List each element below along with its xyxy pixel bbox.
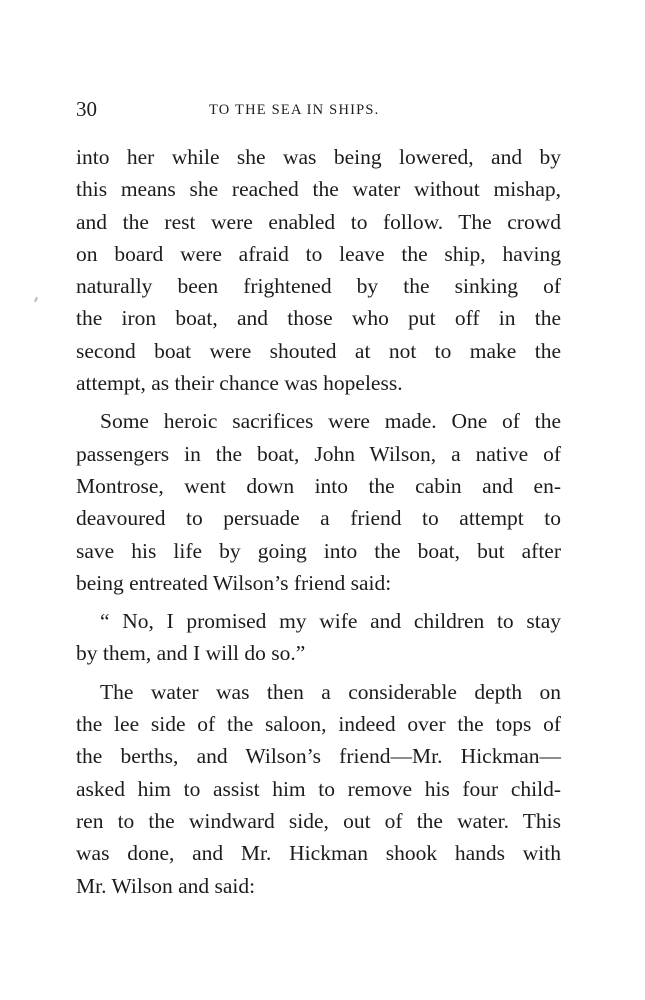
text-line: into her while she was being lowered, and by — [76, 145, 561, 169]
text-line: asked him to assist him to remove his four child- — [76, 776, 561, 801]
text-line: the lee side of the saloon, indeed over the tops of — [76, 712, 561, 737]
running-title: TO THE SEA IN SHIPS. — [209, 102, 380, 118]
text-line: was done, and Mr. Hickman shook hands with — [76, 841, 561, 866]
paragraph-1 — [76, 141, 561, 399]
text-line: Montrose, went down into the cabin and en- — [76, 473, 561, 498]
text-line: by them, and I will do so.” — [76, 641, 306, 666]
text-line: The water was then a considerable depth on — [100, 679, 561, 704]
text-line: being entreated Wilson’s friend said: — [76, 570, 392, 595]
page-number: 30 — [76, 97, 97, 121]
text-line: and the rest were enabled to follow. The crowd — [76, 209, 561, 234]
paragraph-3 — [76, 605, 561, 670]
body-text — [76, 141, 561, 902]
text-line: this means she reached the water without mishap, — [76, 177, 561, 202]
text-line: attempt, as their chance was hopeless. — [76, 371, 403, 396]
paragraph-2 — [76, 405, 561, 599]
running-head — [76, 96, 561, 122]
text-line: save his life by going into the boat, but after — [76, 538, 561, 563]
text-line: naturally been frightened by the sinking of — [76, 274, 561, 299]
text-line: Some heroic sacrifices were made. One of the — [100, 409, 561, 434]
text-line: the iron boat, and those who put off in the — [76, 306, 561, 331]
text-line: Mr. Wilson and said: — [76, 873, 256, 898]
text-line: second boat were shouted at not to make the — [76, 338, 561, 363]
paragraph-4 — [76, 676, 561, 902]
text-line: deavoured to persuade a friend to attempt to — [76, 506, 561, 531]
text-line: the berths, and Wilson’s friend—Mr. Hickman— — [76, 744, 561, 769]
text-line: “ No, I promised my wife and children to stay — [100, 609, 561, 634]
text-line: passengers in the boat, John Wilson, a native of — [76, 441, 561, 466]
page-blemish — [34, 297, 38, 302]
text-line: ren to the windward side, out of the water. This — [76, 808, 561, 833]
text-line: on board were afraid to leave the ship, having — [76, 241, 561, 266]
